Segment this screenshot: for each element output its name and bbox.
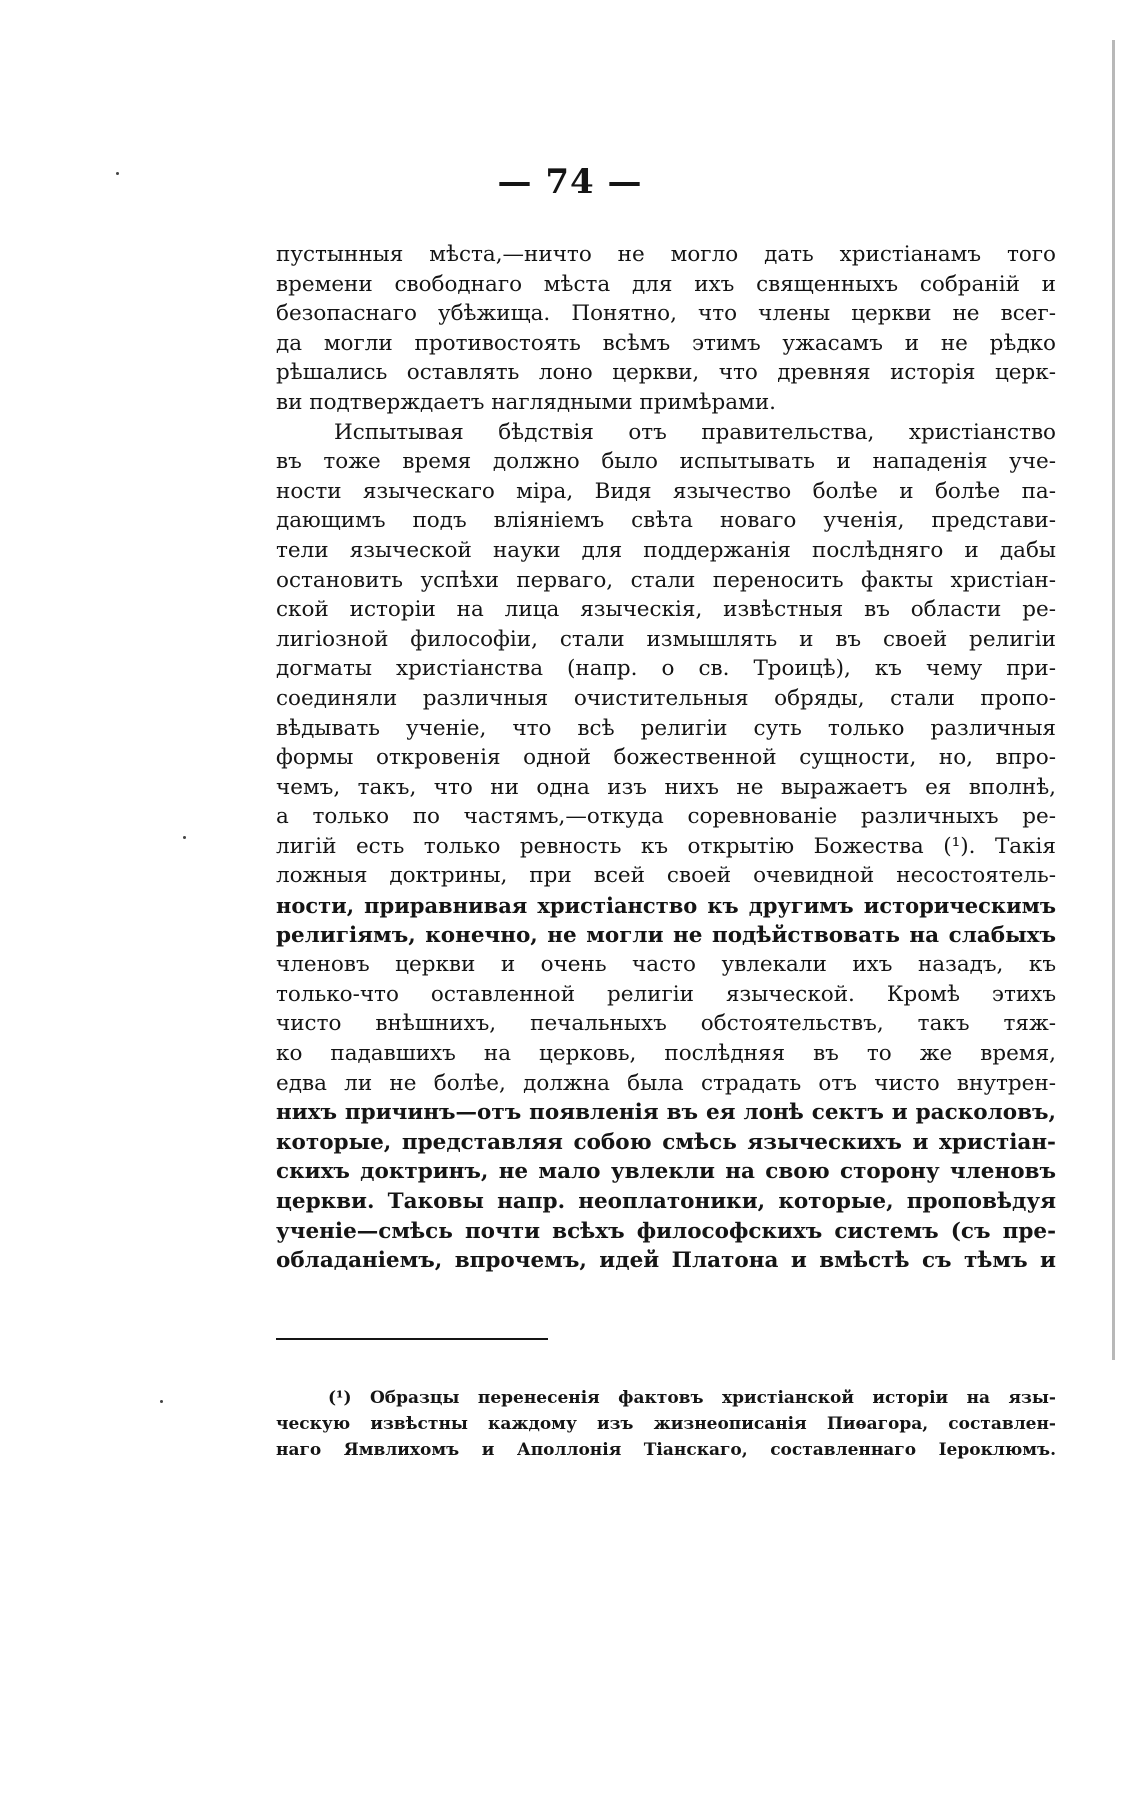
text-line: обладаніемъ, впрочемъ, идей Платона и вмѣстѣ съ тѣмъ и: [276, 1248, 1056, 1274]
text-line: безопаснаго убѣжища. Понятно, что члены церкви не всег-: [276, 301, 1056, 327]
text-line: ко падавшихъ на церковь, послѣдняя въ то же время,: [276, 1041, 1056, 1067]
body-text: [276, 240, 1056, 1276]
text-line: только-что оставленной религіи языческой. Кромѣ этихъ: [276, 981, 1056, 1007]
text-line: чемъ, такъ, что ни одна изъ нихъ не выражаетъ ея вполнѣ,: [276, 774, 1056, 800]
text-line: ви подтверждаетъ наглядными примѣрами.: [276, 389, 777, 415]
text-line: а только по частямъ,—откуда соревнованіе различныхъ ре-: [276, 804, 1056, 830]
text-line: тели языческой науки для поддержанія послѣдняго и дабы: [276, 537, 1056, 563]
text-line: формы откровенія одной божественной сущности, но, впро-: [276, 745, 1056, 771]
text-line: религіямъ, конечно, не могли не подѣйствовать на слабыхъ: [276, 922, 1056, 948]
text-line: Испытывая бѣдствія отъ правительства, христіанство: [334, 419, 1056, 445]
scan-speck: [183, 836, 186, 839]
text-line: лигіозной философіи, стали измышлять и въ своей религіи: [276, 626, 1056, 652]
text-line: ученіе—смѣсь почти всѣхъ философскихъ системъ (съ пре-: [276, 1218, 1056, 1244]
page-edge-shadow: [1112, 40, 1115, 1360]
text-line: остановить успѣхи перваго, стали переносить факты христіан-: [276, 567, 1056, 593]
text-line: рѣшались оставлять лоно церкви, что древняя исторія церк-: [276, 360, 1056, 386]
text-line: ложныя доктрины, при всей своей очевидной несостоятель-: [276, 863, 1056, 889]
footnote-divider: [276, 1338, 548, 1340]
footnote: [276, 1385, 1056, 1463]
text-line: соединяли различныя очистительныя обряды, стали пропо-: [276, 685, 1056, 711]
footnote-line: ческую извѣстны каждому изъ жизнеописанія Пиѳагора, составлен-: [276, 1414, 1056, 1434]
text-line: да могли противостоять всѣмъ этимъ ужасамъ и не рѣдко: [276, 330, 1056, 356]
text-line: которые, представляя собою смѣсь языческихъ и христіан-: [276, 1129, 1056, 1155]
text-line: догматы христіанства (напр. о св. Троицѣ), къ чему при-: [276, 656, 1056, 682]
footnote-line: наго Ямвлихомъ и Аполлонія Тіанскаго, составленнаго Іероклюмъ.: [276, 1440, 1056, 1460]
text-line: скихъ доктринъ, не мало увлекли на свою сторону членовъ: [276, 1159, 1056, 1185]
text-line: церкви. Таковы напр. неоплатоники, которые, проповѣдуя: [276, 1189, 1056, 1214]
text-line: вѣдывать ученіе, что всѣ религіи суть только различныя: [276, 715, 1056, 741]
text-line: членовъ церкви и очень часто увлекали ихъ назадъ, къ: [276, 952, 1056, 978]
text-line: ности языческаго міра, Видя язычество болѣе и болѣе па-: [276, 478, 1056, 504]
text-line: пустынныя мѣста,—ничто не могло дать христіанамъ того: [276, 242, 1056, 267]
text-line: едва ли не болѣе, должна была страдать отъ чисто внутрен-: [276, 1070, 1056, 1096]
scan-speck: [160, 1400, 163, 1403]
text-line: времени свободнаго мѣста для ихъ священныхъ собраній и: [276, 271, 1056, 297]
text-line: ности, приравнивая христіанство къ другимъ историческимъ: [276, 893, 1056, 919]
page-number: — 74 —: [497, 162, 643, 202]
text-line: чисто внѣшнихъ, печальныхъ обстоятельствъ, такъ тяж-: [276, 1011, 1056, 1037]
text-line: нихъ причинъ—отъ появленія въ ея лонѣ сектъ и расколовъ,: [276, 1100, 1056, 1126]
footnote-line: (¹) Образцы перенесенія фактовъ христіанской исторіи на язы-: [328, 1388, 1056, 1408]
scan-speck: [116, 172, 119, 175]
text-line: ской исторіи на лица языческія, извѣстныя въ области ре-: [276, 597, 1056, 623]
text-line: въ тоже время должно было испытывать и нападенія уче-: [276, 449, 1056, 475]
text-line: дающимъ подъ вліяніемъ свѣта новаго ученія, представи-: [276, 508, 1056, 534]
text-line: лигій есть только ревность къ открытію Божества (¹). Такія: [276, 833, 1056, 859]
